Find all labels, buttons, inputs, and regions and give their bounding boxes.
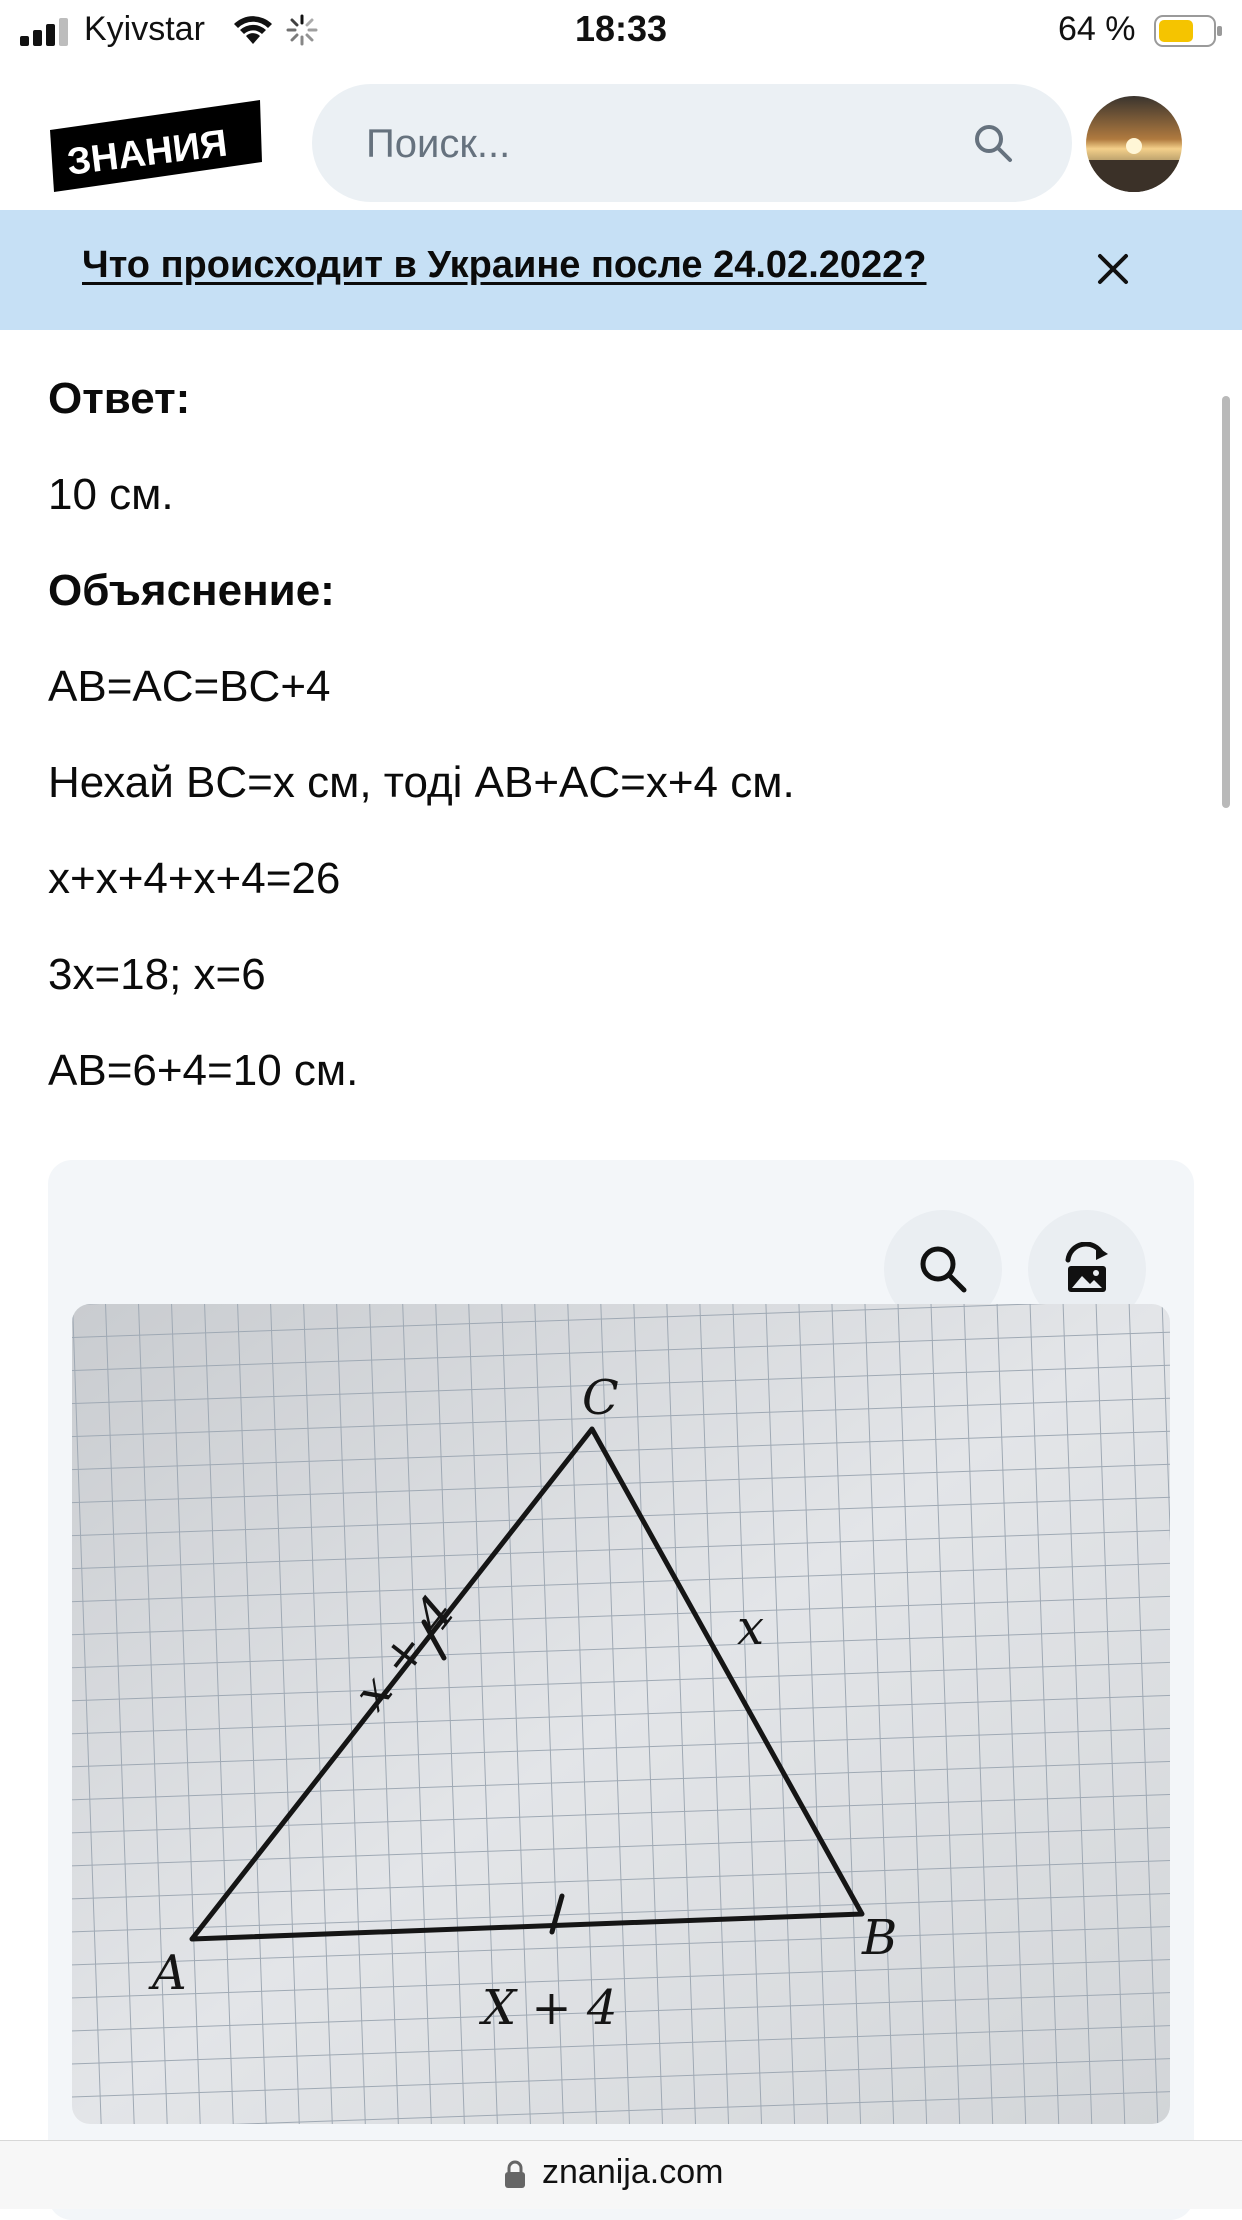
site-header [0,62,1242,210]
explanation-line: x+x+4+x+4=26 [48,854,341,903]
triangle-drawing-image[interactable] [72,1304,1170,2124]
side-label-bc: x [737,1600,765,1656]
explanation-line: AB=AC=BC+4 [48,662,331,711]
explanation-heading: Объяснение: [48,566,335,615]
url-domain: znanija.com [542,2153,724,2191]
side-label-ab: X + 4 [482,1980,618,2036]
scrollbar[interactable] [1222,396,1230,808]
lock-icon [504,2159,526,2189]
avatar[interactable] [1086,96,1182,192]
search-icon[interactable] [972,122,1014,164]
status-time: 18:33 [574,8,668,49]
battery-icon [1154,14,1224,48]
answer-heading: Ответ: [48,374,191,423]
search-box[interactable] [312,84,1072,202]
browser-url-bar[interactable] [0,2140,1242,2209]
answer-value: 10 см. [48,470,174,519]
battery-percent: 64 % [1058,10,1136,48]
znaniya-logo[interactable] [50,100,262,192]
vertex-label-c: C [582,1370,619,1426]
side-label-ac: x + 4 [342,1585,467,1721]
explanation-line: 3x=18; x=6 [48,950,266,999]
vertex-label-b: B [862,1910,898,1966]
svg-text:ЗНАНИЯ: ЗНАНИЯ [64,122,230,184]
zoom-icon [916,1242,970,1296]
vertex-label-a: A [152,1945,187,2001]
close-icon[interactable] [1094,250,1132,288]
explanation-line: AB=6+4=10 см. [48,1046,359,1095]
news-banner [0,210,1242,330]
banner-link[interactable]: Что происходит в Украине после 24.02.2022? [82,244,927,286]
status-bar [0,0,1242,62]
rotate-image-icon [1060,1242,1114,1296]
search-input[interactable] [364,84,928,204]
carrier-name: Kyivstar [84,10,205,48]
explanation-line: Нехай BC=x см, тоді AB+AC=x+4 см. [48,758,795,807]
